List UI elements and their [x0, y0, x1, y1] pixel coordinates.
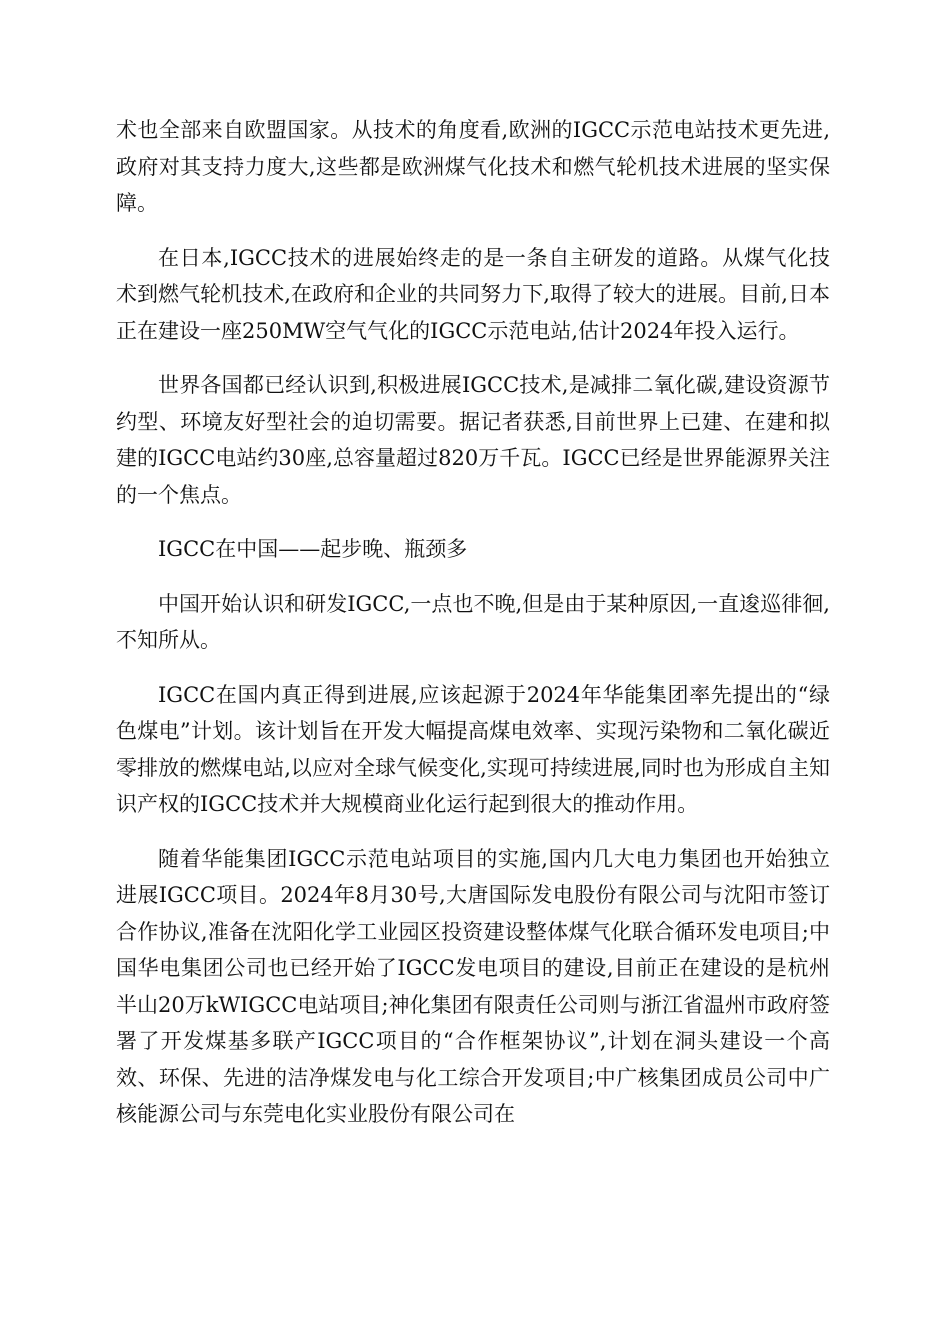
paragraph-world: 世界各国都已经认识到,积极进展IGCC技术,是减排二氧化碳,建设资源节约型、环境友好型社会的迫切需要。据记者获悉,目前世界上已建、在建和拟建的IGCC电站约30座,总容量超过820万千瓦。IGCC已经是世界能源界关注的一个焦点。 — [116, 373, 830, 507]
section-heading-china: IGCC在中国——起步晚、瓶颈多 — [158, 537, 468, 561]
paragraph-europe-continued: 术也全部来自欧盟国家。从技术的角度看,欧洲的IGCC示范电站技术更先进,政府对其支持力度大,这些都是欧洲煤气化技术和燃气轮机技术进展的坚实保障。 — [116, 118, 830, 215]
paragraph-japan: 在日本,IGCC技术的进展始终走的是一条自主研发的道路。从煤气化技术到燃气轮机技术,在政府和企业的共同努力下,取得了较大的进展。目前,日本正在建设一座250MW空气气化的IGCC示范电站,估计2024年投入运行。 — [116, 245, 830, 343]
paragraph-domestic-projects: 随着华能集团IGCC示范电站项目的实施,国内几大电力集团也开始独立进展IGCC项目。2024年8月30号,大唐国际发电股份有限公司与沈阳市签订合作协议,准备在沈阳化学工业园区投资建设整体煤气化联合循环发电项目;中国华电集团公司也已经开始了IGCC发电项目的建设,目前正在建设的是杭州半山20万kWIGCC电站项目;神化集团有限责任公司则与浙江省温州市政府签署了开发煤基多联产IGCC项目的“合作框架协议”,计划在洞头建设一个高效、环保、先进的洁净煤发电与化工综合开发项目;中广核集团成员公司中广核能源公司与东莞电化实业股份有限公司在 — [116, 846, 830, 1126]
paragraph-china-intro: 中国开始认识和研发IGCC,一点也不晚,但是由于某种原因,一直逡巡徘徊,不知所从。 — [116, 591, 830, 652]
document-body — [116, 112, 830, 1151]
paragraph-green-coal: IGCC在国内真正得到进展,应该起源于2024年华能集团率先提出的“绿色煤电”计划。该计划旨在开发大幅提高煤电效率、实现污染物和二氧化碳近零排放的燃煤电站,以应对全球气候变化,实现可持续进展,同时也为形成自主知识产权的IGCC技术并大规模商业化运行起到很大的推动作用。 — [116, 682, 830, 816]
